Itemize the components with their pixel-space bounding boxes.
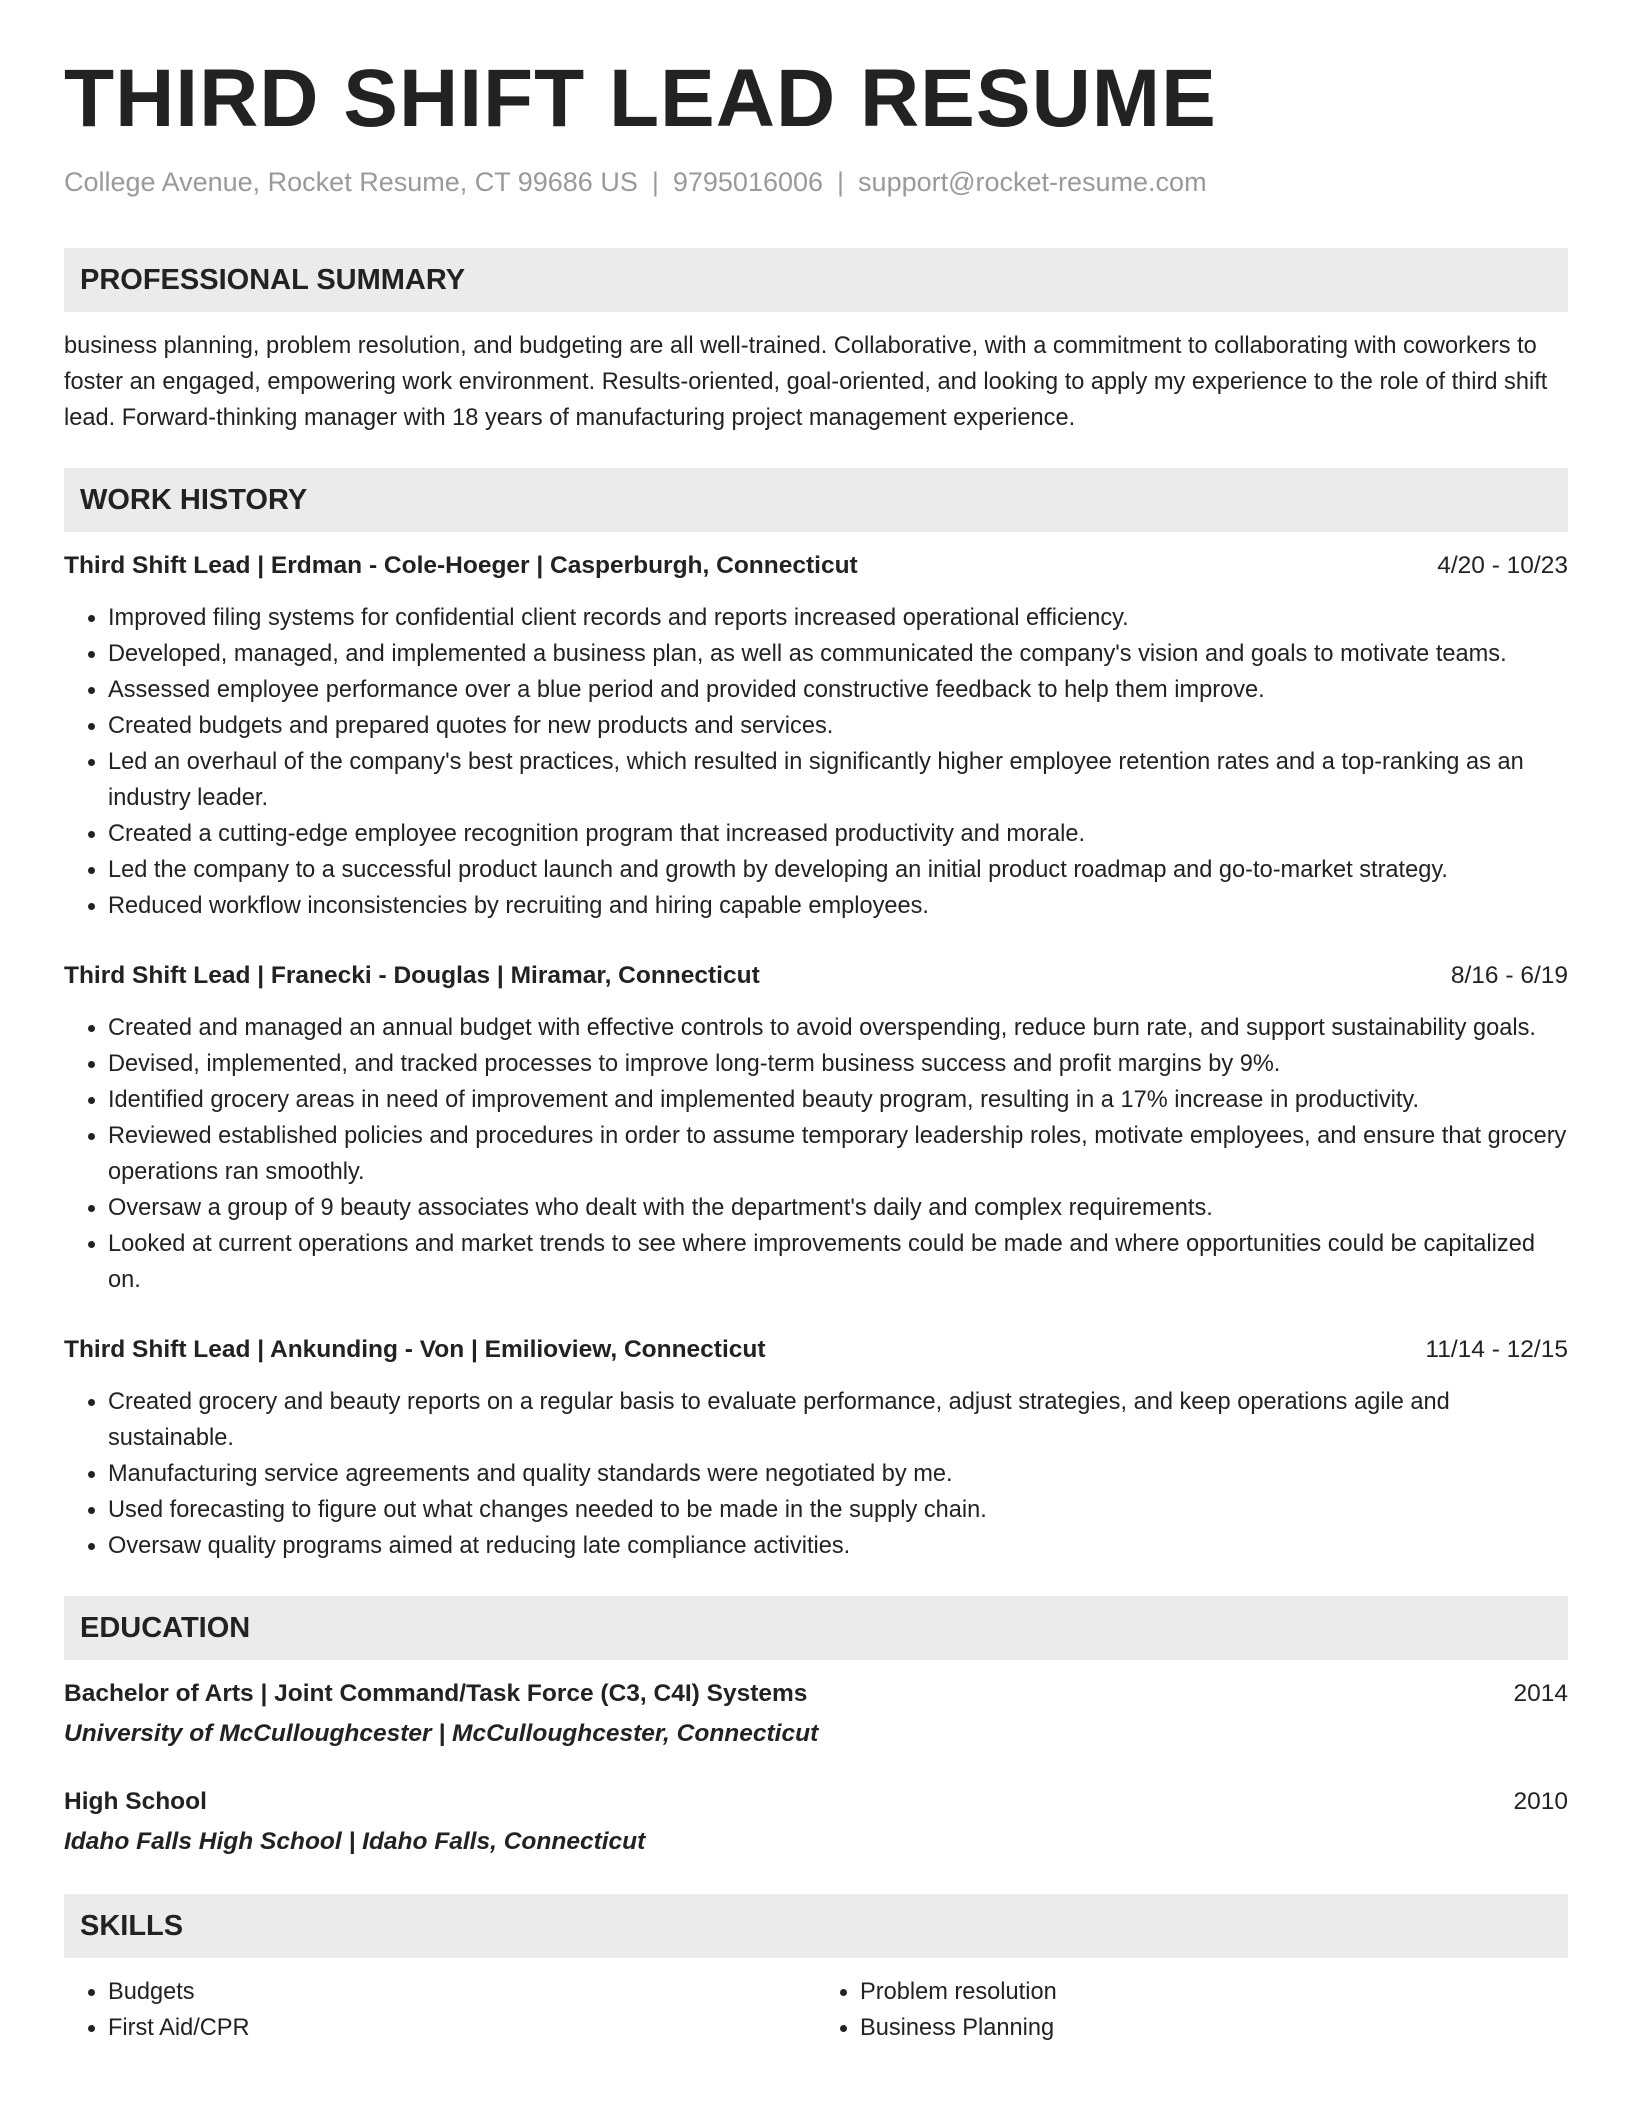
job-title: Third Shift Lead | Ankunding - Von | Emilioview, Connecticut <box>64 1336 766 1364</box>
skills-list <box>64 1974 1568 2046</box>
job-bullet: • Improved filing systems for confidential client records and reports increased operational efficiency. <box>108 600 1568 636</box>
job-bullet: • Created and managed an annual budget with effective controls to avoid overspending, reduce burn rate, and support sustainability goals. <box>108 1010 1568 1046</box>
contact-line <box>64 166 1568 198</box>
job-dates: 8/16 - 6/19 <box>1450 962 1568 990</box>
job-bullet: • Devised, implemented, and tracked processes to improve long-term business success and profit margins by 9%. <box>108 1046 1568 1082</box>
contact-address: College Avenue, Rocket Resume, CT 99686 US <box>64 167 638 197</box>
job-bullet: • Created a cutting-edge employee recognition program that increased productivity and morale. <box>108 816 1568 852</box>
job-bullet: • Created budgets and prepared quotes for new products and services. <box>108 708 1568 744</box>
education-header <box>64 1784 1568 1820</box>
job-bullet: • Led the company to a successful product launch and growth by developing an initial product roadmap and go-to-market strategy. <box>108 852 1568 888</box>
resume-title: THIRD SHIFT LEAD RESUME <box>64 53 1217 144</box>
job-title: Third Shift Lead | Franecki - Douglas | Miramar, Connecticut <box>64 962 760 990</box>
job-bullets <box>64 1010 1568 1298</box>
education-degree: Bachelor of Arts | Joint Command/Task Force (C3, C4I) Systems <box>64 1680 808 1708</box>
job-header <box>64 958 1568 994</box>
contact-phone: 9795016006 <box>672 167 824 197</box>
education-heading: EDUCATION <box>64 1596 1568 1660</box>
job-entry <box>64 1332 1568 1564</box>
job-entry <box>64 548 1568 924</box>
contact-separator: | <box>651 167 659 197</box>
skills-column-right <box>816 1974 1568 2046</box>
contact-email: support@rocket-resume.com <box>858 167 1207 197</box>
job-title: Third Shift Lead | Erdman - Cole-Hoeger | Casperburgh, Connecticut <box>64 552 858 580</box>
education-header <box>64 1676 1568 1712</box>
job-bullet: • Reviewed established policies and procedures in order to assume temporary leadership roles, motivate employees, and ensure that grocery operations ran smoothly. <box>108 1118 1568 1190</box>
job-bullet: • Developed, managed, and implemented a business plan, as well as communicated the company's vision and goals to motivate teams. <box>108 636 1568 672</box>
education-year: 2014 <box>1513 1680 1568 1708</box>
job-bullet: • Assessed employee performance over a blue period and provided constructive feedback to help them improve. <box>108 672 1568 708</box>
skill-item: • First Aid/CPR <box>108 2010 816 2046</box>
job-bullet: • Reduced workflow inconsistencies by recruiting and hiring capable employees. <box>108 888 1568 924</box>
education-degree: High School <box>64 1788 207 1816</box>
job-bullets <box>64 1384 1568 1564</box>
job-dates: 11/14 - 12/15 <box>1425 1336 1568 1364</box>
skill-item: • Problem resolution <box>860 1974 1568 2010</box>
skill-item: • Business Planning <box>860 2010 1568 2046</box>
skills-column-left <box>64 1974 816 2046</box>
job-header <box>64 1332 1568 1368</box>
skills-heading: SKILLS <box>64 1894 1568 1958</box>
education-entry <box>64 1676 1568 1752</box>
job-bullets <box>64 600 1568 924</box>
education-entry <box>64 1784 1568 1860</box>
education-school: Idaho Falls High School | Idaho Falls, Connecticut <box>64 1828 646 1856</box>
job-bullet: • Created grocery and beauty reports on a regular basis to evaluate performance, adjust strategies, and keep operations agile and sustainable. <box>108 1384 1568 1456</box>
education-school: University of McCulloughcester | McCulloughcester, Connecticut <box>64 1720 819 1748</box>
job-entry <box>64 958 1568 1298</box>
summary-text: business planning, problem resolution, and budgeting are all well-trained. Collaborative, with a commitment to collaborating with coworkers to foster an engaged, empowering work environment. Results-oriented, goal-oriented, and looking to apply my experience to the role of third shift lead. Forward-thinking manager with 18 years of manufacturing project management experience. <box>64 333 1548 432</box>
education-year: 2010 <box>1513 1788 1568 1816</box>
job-bullet: • Led an overhaul of the company's best practices, which resulted in significantly higher employee retention rates and a top-ranking as an industry leader. <box>108 744 1568 816</box>
job-bullet: • Oversaw quality programs aimed at reducing late compliance activities. <box>108 1528 1568 1564</box>
summary-heading: PROFESSIONAL SUMMARY <box>64 248 1568 312</box>
job-bullet: • Looked at current operations and market trends to see where improvements could be made and where opportunities could be capitalized on. <box>108 1226 1568 1298</box>
job-bullet: • Manufacturing service agreements and quality standards were negotiated by me. <box>108 1456 1568 1492</box>
work-history-heading: WORK HISTORY <box>64 468 1568 532</box>
job-dates: 4/20 - 10/23 <box>1437 552 1568 580</box>
job-bullet: • Used forecasting to figure out what changes needed to be made in the supply chain. <box>108 1492 1568 1528</box>
job-bullet: • Identified grocery areas in need of improvement and implemented beauty program, resulting in a 17% increase in productivity. <box>108 1082 1568 1118</box>
skill-item: • Budgets <box>108 1974 816 2010</box>
job-bullet: • Oversaw a group of 9 beauty associates who dealt with the department's daily and complex requirements. <box>108 1190 1568 1226</box>
job-header <box>64 548 1568 584</box>
contact-separator: | <box>837 167 845 197</box>
